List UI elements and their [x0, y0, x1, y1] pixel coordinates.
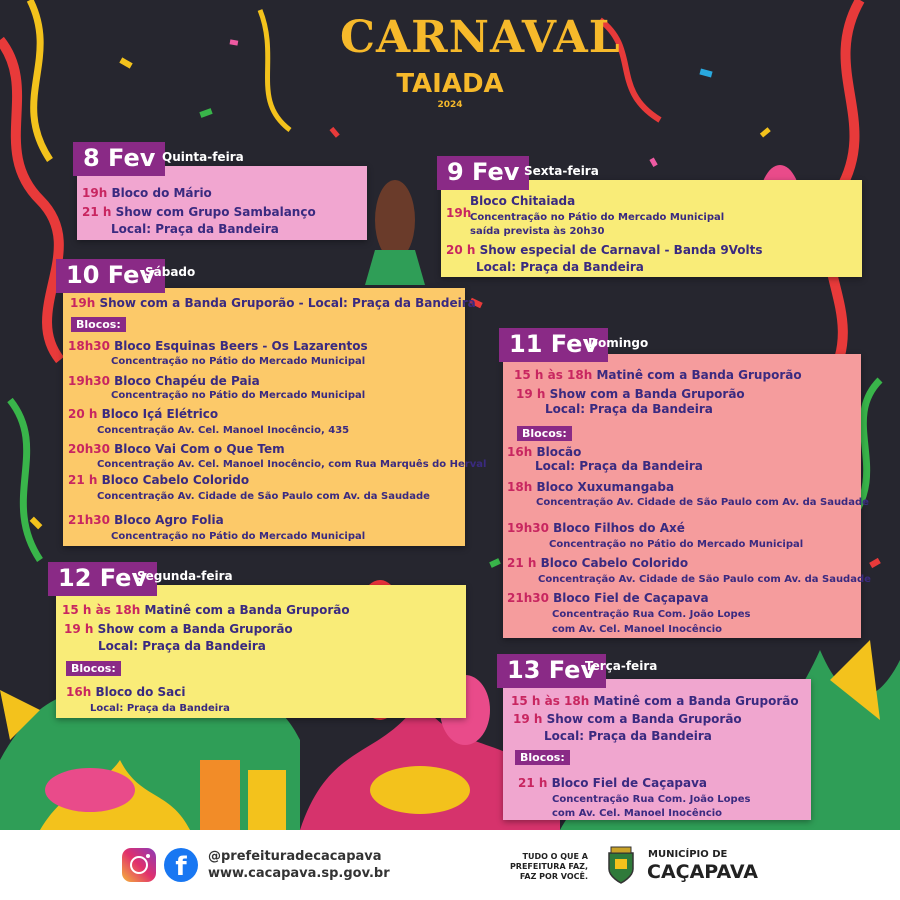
event-location: Local: Praça da Bandeira — [544, 729, 712, 743]
event-location: Concentração Rua Com. João Lopes — [552, 609, 751, 620]
slogan — [500, 852, 588, 882]
logo-subtitle: TAIADA — [396, 69, 504, 99]
day-12-weekday: Segunda-feira — [137, 569, 233, 583]
day-11-date-tag: 11 Fev — [499, 328, 608, 362]
event-location: com Av. Cel. Manoel Inocêncio — [552, 808, 723, 819]
logo-title: CARNAVAL — [340, 12, 621, 63]
blocos-label: Blocos: — [515, 750, 570, 765]
event-title: Bloco Chitaiada — [470, 194, 576, 208]
event-row: 20 h Show especial de Carnaval - Banda 9Volts — [446, 243, 763, 257]
event-location: Concentração no Pátio do Mercado Municipal — [111, 531, 366, 542]
event-location: Concentração Av. Cidade de São Paulo com Av. da Saudade — [536, 497, 869, 508]
event-location: Concentração Rua Com. João Lopes — [552, 794, 751, 805]
event-location: Concentração no Pátio do Mercado Municipal — [111, 390, 366, 401]
event-row: 19h30 Bloco Filhos do Axé — [507, 521, 685, 535]
slogan-line: FAZ POR VOCÊ. — [519, 872, 588, 881]
event-row: 16h Bloco do Saci — [66, 685, 186, 699]
event-row: 19 h Show com a Banda Gruporão — [516, 387, 745, 401]
day-10-weekday: Sábado — [145, 265, 196, 279]
event-location: Concentração Av. Cidade de São Paulo com Av. da Saudade — [538, 574, 871, 585]
event-row: 21 h Bloco Fiel de Caçapava — [518, 776, 708, 790]
event-location: Local: Praça da Bandeira — [98, 639, 266, 653]
event-note: saída prevista às 20h30 — [470, 226, 605, 237]
day-11-weekday: Domingo — [588, 336, 649, 350]
event-location: Concentração no Pátio do Mercado Municipal — [470, 212, 725, 223]
event-location: Local: Praça da Bandeira — [545, 402, 713, 416]
event-location: Local: Praça da Bandeira — [90, 703, 230, 714]
slogan-line: PREFEITURA FAZ, — [509, 862, 588, 871]
website-link[interactable]: www.cacapava.sp.gov.br — [208, 866, 390, 881]
event-row: 21 h Show com Grupo Sambalanço — [82, 205, 316, 219]
day-12-date-tag: 12 Fev — [48, 562, 157, 596]
day-8-date-tag: 8 Fev — [73, 142, 165, 176]
event-location: Concentração no Pátio do Mercado Municipal — [549, 539, 804, 550]
event-row: 15 h às 18h Matinê com a Banda Gruporão — [514, 368, 802, 382]
facebook-icon[interactable]: f — [164, 848, 198, 882]
social-handle[interactable]: @prefeituradecacapava — [208, 849, 382, 864]
event-logo — [340, 8, 621, 138]
event-row: 21h30 Bloco Agro Folia — [68, 513, 224, 527]
blocos-label: Blocos: — [517, 426, 572, 441]
event-row: 18h30 Bloco Esquinas Beers - Os Lazarentos — [68, 339, 368, 353]
logo-year: 2024 — [437, 100, 463, 110]
day-8-weekday: Quinta-feira — [162, 150, 244, 164]
event-row: 19 h Show com a Banda Gruporão — [513, 712, 742, 726]
city-crest-icon — [603, 845, 639, 885]
blocos-label: Blocos: — [66, 661, 121, 676]
slogan-line: TUDO O QUE A — [522, 852, 588, 861]
event-location: Concentração Av. Cel. Manoel Inocêncio, com Rua Marquês do Herval — [97, 459, 487, 470]
event-location: com Av. Cel. Manoel Inocêncio — [552, 624, 723, 635]
event-location: Local: Praça da Bandeira — [535, 459, 703, 473]
event-time: 19h — [446, 206, 472, 220]
event-row: 19 h Show com a Banda Gruporão — [64, 622, 293, 636]
event-row: 21 h Bloco Cabelo Colorido — [68, 473, 250, 487]
event-row: 20h30 Bloco Vai Com o Que Tem — [68, 442, 285, 456]
event-location: Concentração Av. Cidade de São Paulo com Av. da Saudade — [97, 491, 430, 502]
event-row: 15 h às 18h Matinê com a Banda Gruporão — [62, 603, 350, 617]
event-row: 20 h Bloco Içá Elétrico — [68, 407, 219, 421]
event-row: 19h Show com a Banda Gruporão - Local: Praça da Bandeira — [70, 296, 476, 310]
city-name: CAÇAPAVA — [647, 861, 759, 883]
event-row: 21h30 Bloco Fiel de Caçapava — [507, 591, 709, 605]
day-13-date-tag: 13 Fev — [497, 654, 606, 688]
event-row: 18h Bloco Xuxumangaba — [507, 480, 675, 494]
day-13-weekday: Terça-feira — [585, 659, 658, 673]
event-row: 16h Blocão — [507, 445, 582, 459]
event-row: 21 h Bloco Cabelo Colorido — [507, 556, 689, 570]
event-location: Concentração no Pátio do Mercado Municipal — [111, 356, 366, 367]
event-row: 15 h às 18h Matinê com a Banda Gruporão — [511, 694, 799, 708]
event-row: 19h Bloco do Mário — [82, 186, 212, 200]
blocos-label: Blocos: — [71, 317, 126, 332]
event-location: Local: Praça da Bandeira — [476, 260, 644, 274]
day-9-weekday: Sexta-feira — [524, 164, 599, 178]
event-location: Local: Praça da Bandeira — [111, 222, 279, 236]
event-row: 19h30 Bloco Chapéu de Paia — [68, 374, 260, 388]
day-10-date-tag: 10 Fev — [56, 259, 165, 293]
day-9-date-tag: 9 Fev — [437, 156, 529, 190]
event-location: Concentração Av. Cel. Manoel Inocêncio, 435 — [97, 425, 350, 436]
municipio-label: MUNICÍPIO DE — [648, 849, 728, 860]
instagram-icon[interactable] — [122, 848, 156, 882]
